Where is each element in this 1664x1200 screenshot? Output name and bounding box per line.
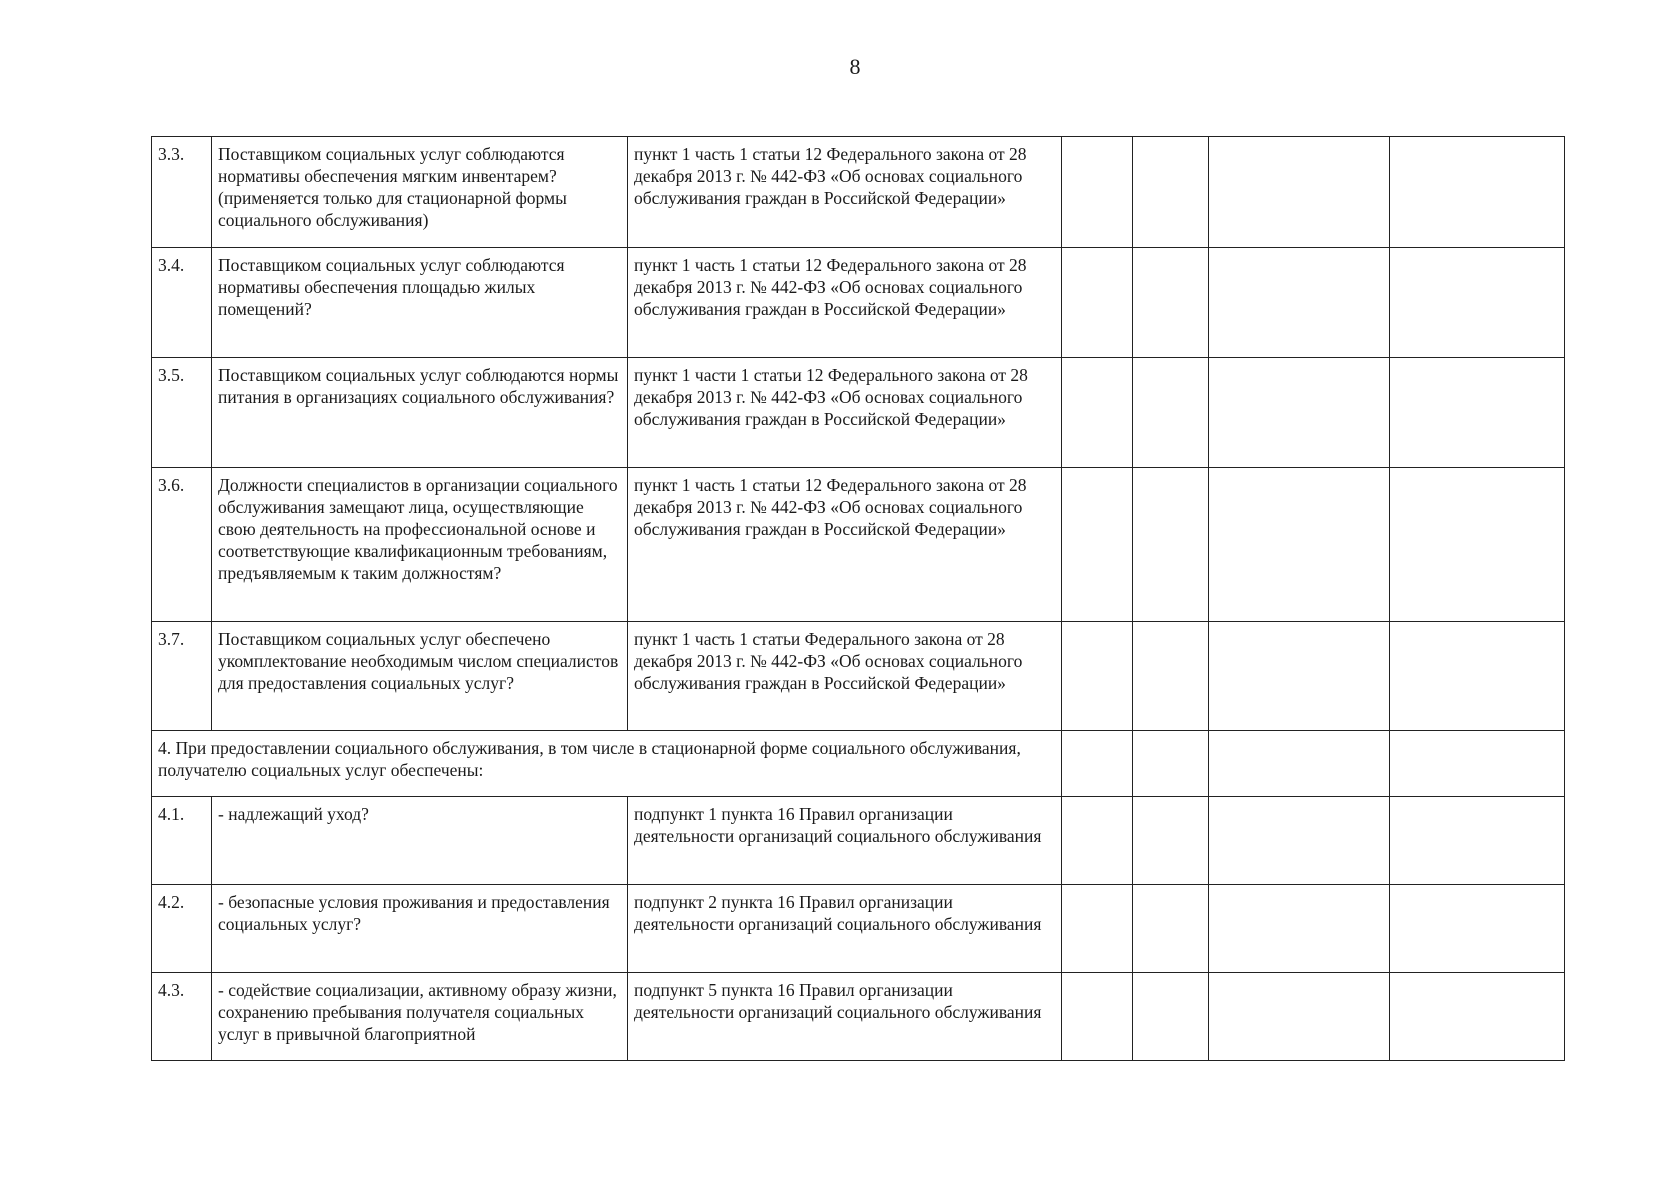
not-applicable-cell: [1209, 622, 1390, 731]
not-applicable-cell: [1209, 797, 1390, 885]
table-row: [152, 885, 1565, 973]
check-question: Поставщиком социальных услуг обеспечено укомплектование необходимым числом специалистов для предоставления социальных услуг?: [212, 622, 628, 731]
check-question: - содействие социализации, активному образу жизни, сохранению пребывания получателя социальных услуг в привычной благоприятной: [212, 973, 628, 1061]
note-cell: [1390, 731, 1565, 797]
check-question: Поставщиком социальных услуг соблюдаются нормативы обеспечения мягким инвентарем? (применяется только для стационарной формы социального обслуживания): [212, 137, 628, 248]
answer-no-cell: [1133, 358, 1209, 468]
legal-basis: пункт 1 часть 1 статьи 12 Федерального закона от 28 декабря 2013 г. № 442-ФЗ «Об основах социального обслуживания граждан в Российской Федерации»: [628, 248, 1062, 358]
answer-no-cell: [1133, 137, 1209, 248]
answer-yes-cell: [1062, 248, 1133, 358]
answer-yes-cell: [1062, 468, 1133, 622]
legal-basis: пункт 1 часть 1 статьи 12 Федерального закона от 28 декабря 2013 г. № 442-ФЗ «Об основах социального обслуживания граждан в Российской Федерации»: [628, 468, 1062, 622]
row-number: 4.2.: [152, 885, 212, 973]
row-number: 3.3.: [152, 137, 212, 248]
note-cell: [1390, 358, 1565, 468]
row-number: 3.4.: [152, 248, 212, 358]
checklist-table: [151, 136, 1565, 1061]
row-number: 3.6.: [152, 468, 212, 622]
legal-basis: подпункт 5 пункта 16 Правил организации деятельности организаций социального обслуживания: [628, 973, 1062, 1061]
not-applicable-cell: [1209, 973, 1390, 1061]
page-number: 8: [849, 54, 861, 79]
legal-basis: подпункт 1 пункта 16 Правил организации деятельности организаций социального обслуживания: [628, 797, 1062, 885]
answer-yes-cell: [1062, 137, 1133, 248]
legal-basis: пункт 1 часть 1 статьи Федерального закона от 28 декабря 2013 г. № 442-ФЗ «Об основах социального обслуживания граждан в Российской Федерации»: [628, 622, 1062, 731]
answer-yes-cell: [1062, 731, 1133, 797]
answer-no-cell: [1133, 885, 1209, 973]
answer-yes-cell: [1062, 622, 1133, 731]
table-row: [152, 797, 1565, 885]
note-cell: [1390, 622, 1565, 731]
not-applicable-cell: [1209, 358, 1390, 468]
answer-no-cell: [1133, 248, 1209, 358]
check-question: - безопасные условия проживания и предоставления социальных услуг?: [212, 885, 628, 973]
not-applicable-cell: [1209, 137, 1390, 248]
answer-yes-cell: [1062, 973, 1133, 1061]
note-cell: [1390, 885, 1565, 973]
check-question: Поставщиком социальных услуг соблюдаются нормативы обеспечения площадью жилых помещений?: [212, 248, 628, 358]
note-cell: [1390, 248, 1565, 358]
table-row: [152, 973, 1565, 1061]
table-row: [152, 137, 1565, 248]
note-cell: [1390, 797, 1565, 885]
note-cell: [1390, 137, 1565, 248]
answer-no-cell: [1133, 468, 1209, 622]
answer-no-cell: [1133, 622, 1209, 731]
not-applicable-cell: [1209, 468, 1390, 622]
table-row: [152, 248, 1565, 358]
not-applicable-cell: [1209, 248, 1390, 358]
legal-basis: подпункт 2 пункта 16 Правил организации деятельности организаций социального обслуживания: [628, 885, 1062, 973]
not-applicable-cell: [1209, 885, 1390, 973]
note-cell: [1390, 973, 1565, 1061]
answer-yes-cell: [1062, 797, 1133, 885]
answer-no-cell: [1133, 797, 1209, 885]
legal-basis: пункт 1 часть 1 статьи 12 Федерального закона от 28 декабря 2013 г. № 442-ФЗ «Об основах социального обслуживания граждан в Российской Федерации»: [628, 137, 1062, 248]
row-number: 3.5.: [152, 358, 212, 468]
answer-no-cell: [1133, 731, 1209, 797]
legal-basis: пункт 1 части 1 статьи 12 Федерального закона от 28 декабря 2013 г. № 442-ФЗ «Об основах социального обслуживания граждан в Российской Федерации»: [628, 358, 1062, 468]
row-number: 4.3.: [152, 973, 212, 1061]
answer-yes-cell: [1062, 885, 1133, 973]
answer-yes-cell: [1062, 358, 1133, 468]
row-number: 4.1.: [152, 797, 212, 885]
table-row: [152, 622, 1565, 731]
section-heading: 4. При предоставлении социального обслуживания, в том числе в стационарной форме социального обслуживания, получателю социальных услуг обеспечены:: [152, 731, 1062, 797]
table-row: [152, 468, 1565, 622]
section-heading-row: [152, 731, 1565, 797]
table-row: [152, 358, 1565, 468]
not-applicable-cell: [1209, 731, 1390, 797]
check-question: - надлежащий уход?: [212, 797, 628, 885]
note-cell: [1390, 468, 1565, 622]
answer-no-cell: [1133, 973, 1209, 1061]
row-number: 3.7.: [152, 622, 212, 731]
check-question: Должности специалистов в организации социального обслуживания замещают лица, осуществляющие свою деятельность на профессиональной основе и соответствующие квалификационным требованиям, предъявляемым к таким должностям?: [212, 468, 628, 622]
check-question: Поставщиком социальных услуг соблюдаются нормы питания в организациях социального обслуживания?: [212, 358, 628, 468]
